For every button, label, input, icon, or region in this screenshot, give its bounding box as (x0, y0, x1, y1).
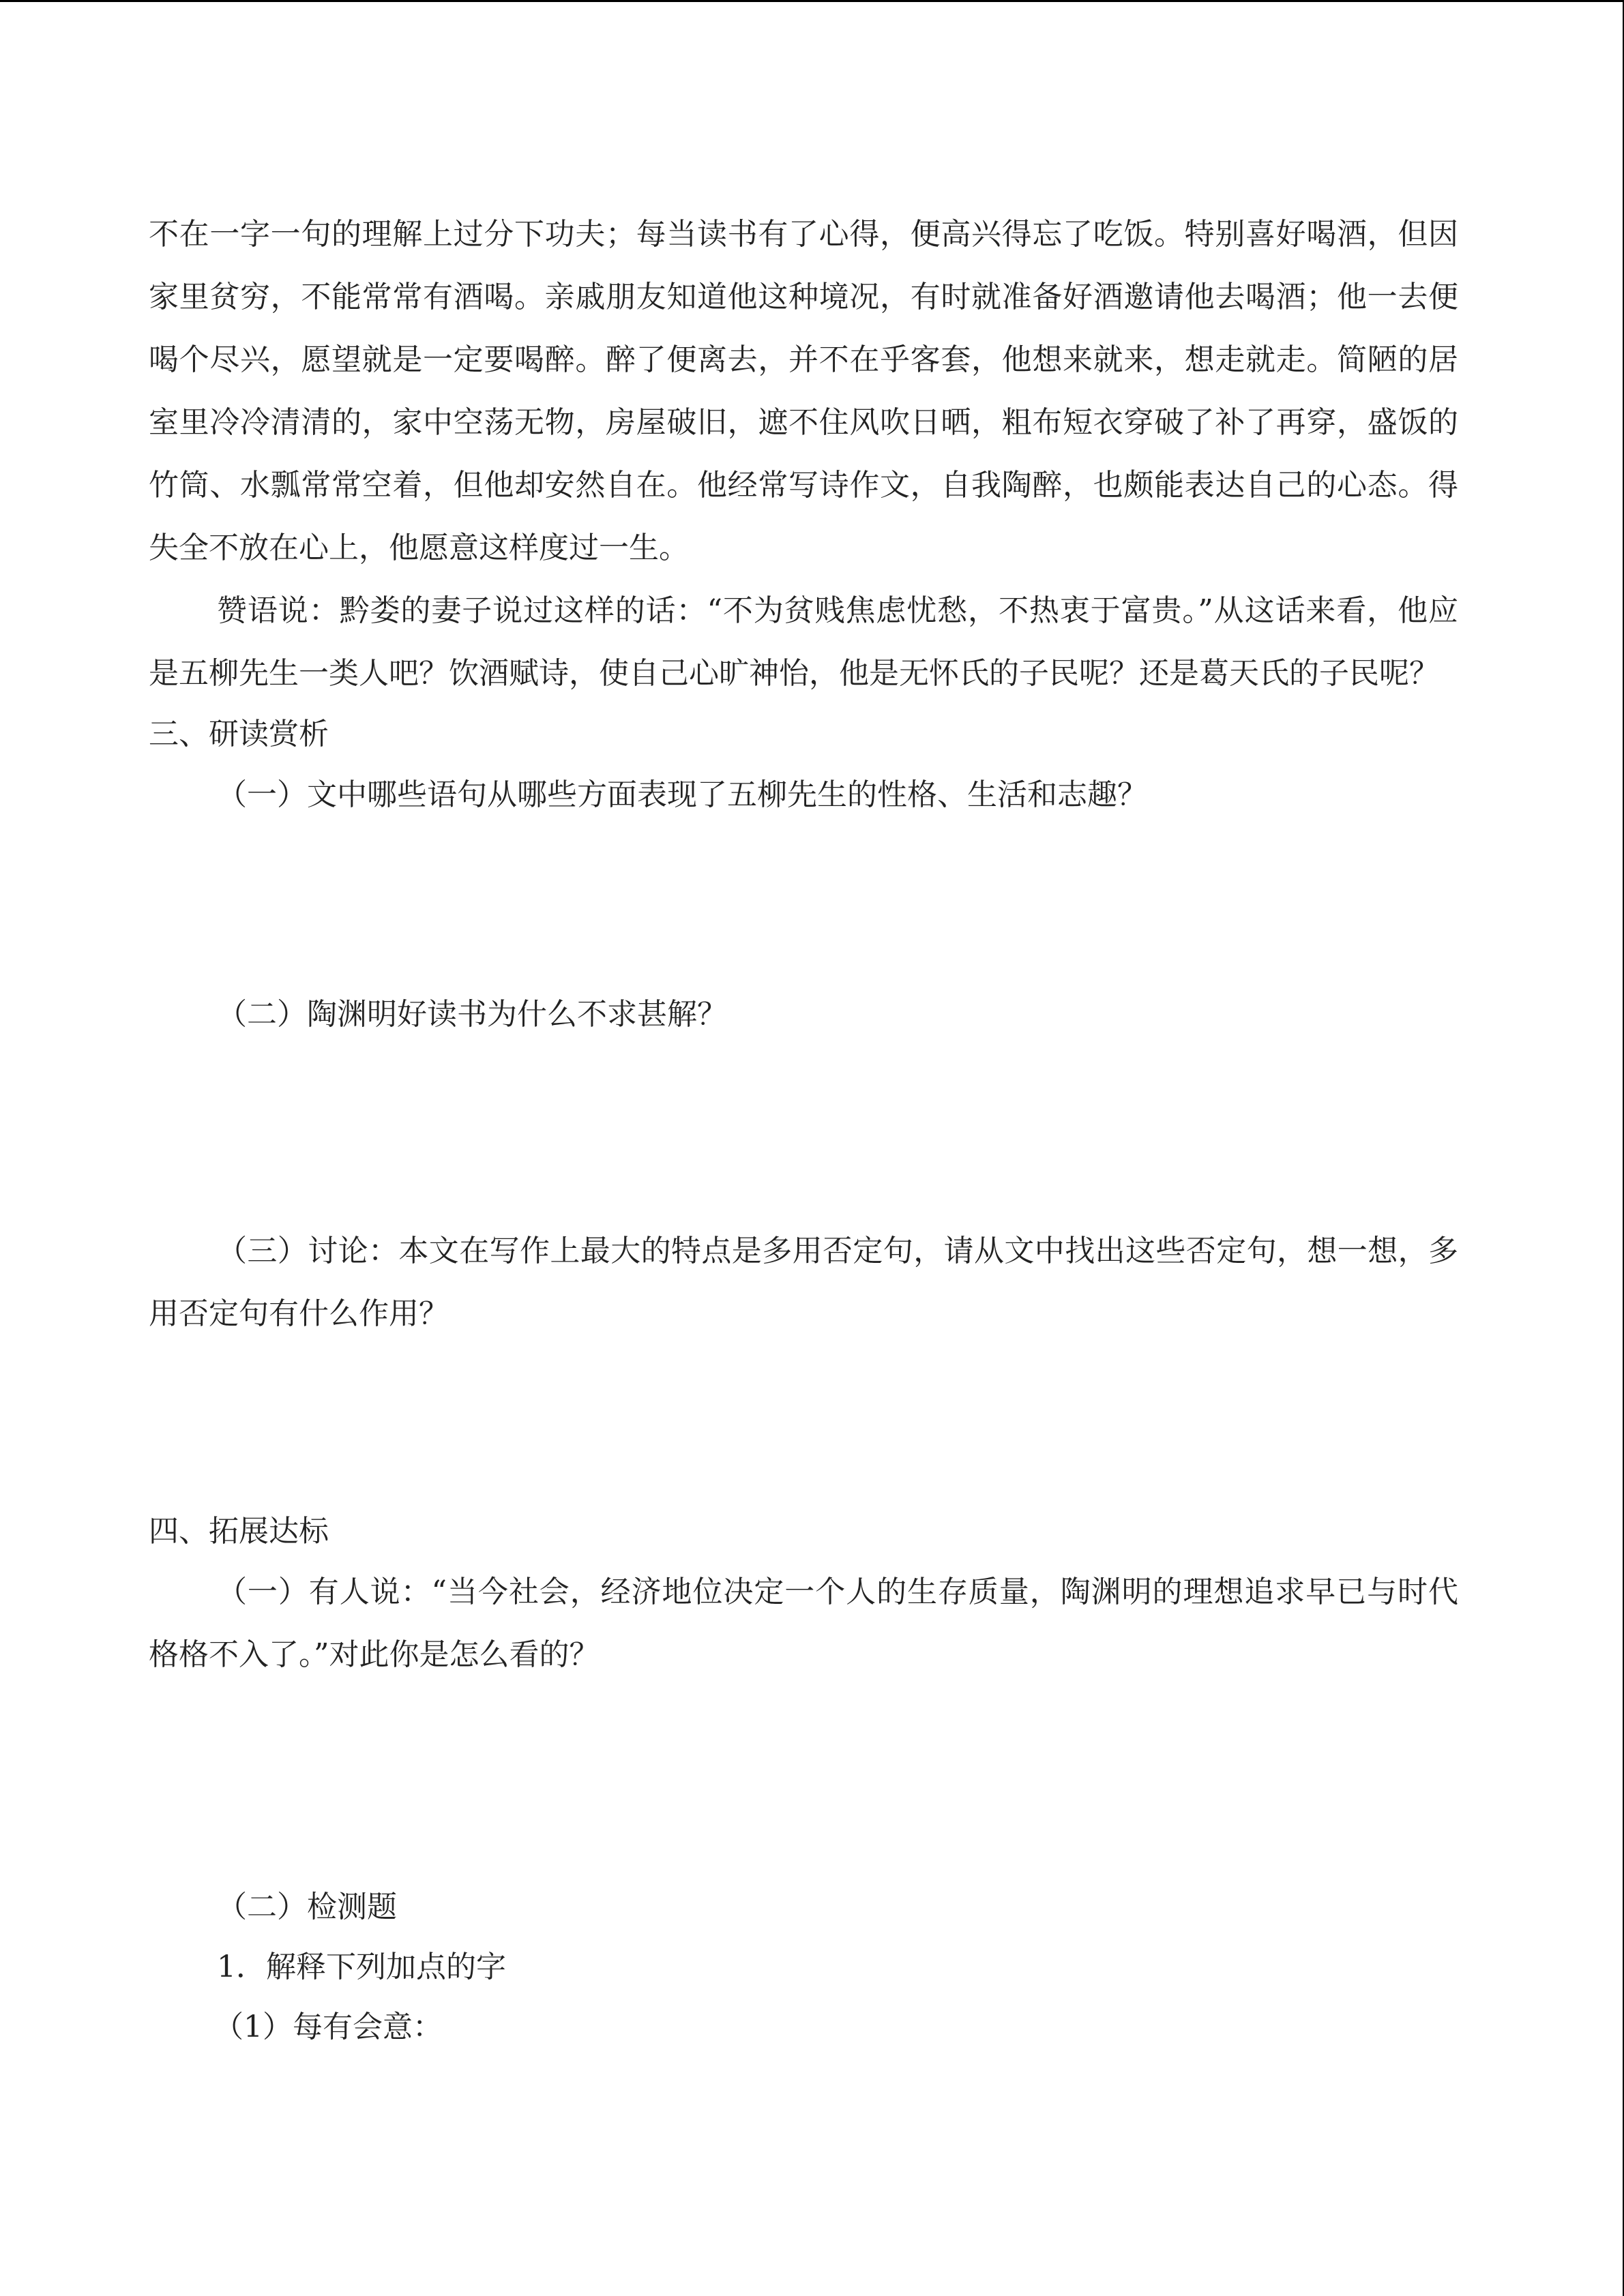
answer-space (149, 826, 1458, 983)
exercise-item-1: 1．解释下列加点的字 (217, 1950, 506, 1984)
top-border (0, 0, 1624, 2)
document-body (149, 203, 1458, 2057)
question-3-3: （三）讨论：本文在写作上最大的特点是多用否定句，请从文中找出这些否定句，想一想，多用否定句有什么作用？ (149, 1234, 1458, 1331)
answer-space (149, 1686, 1458, 1877)
section-heading-4: 四、拓展达标 (149, 1514, 329, 1549)
translation-paragraph-2: 赞语说：黔娄的妻子说过这样的话：“不为贫贱焦虑忧愁，不热衷于富贵。”从这话来看，他应是五柳先生一类人吧？饮酒赋诗，使自己心旷神怡，他是无怀氏的子民呢？还是葛天氏的子民呢？ (149, 593, 1458, 691)
answer-space (149, 1046, 1458, 1220)
answer-space (149, 1345, 1458, 1502)
question-3-1: （一）文中哪些语句从哪些方面表现了五柳先生的性格、生活和志趣？ (217, 777, 1147, 812)
question-3-2: （二）陶渊明好读书为什么不求甚解？ (217, 997, 727, 1032)
question-4-2: （二）检测题 (217, 1890, 397, 1924)
translation-paragraph-1: 不在一字一句的理解上过分下功夫；每当读书有了心得，便高兴得忘了吃饭。特别喜好喝酒，但因家里贫穷，不能常常有酒喝。亲戚朋友知道他这种境况，有时就准备好酒邀请他去喝酒；他一去便喝个尽兴，愿望就是一定要喝醉。醉了便离去，并不在乎客套，他想来就来，想走就走。简陋的居室里冷冷清清的，家中空荡无物，房屋破旧，遮不住风吹日晒，粗布短衣穿破了补了再穿，盛饭的竹筒、水瓢常常空着，但他却安然自在。他经常写诗作文，自我陶醉，也颇能表达自己的心态。得失全不放在心上，他愿意这样度过一生。 (149, 217, 1458, 565)
question-4-1: （一）有人说：“当今社会，经济地位决定一个人的生存质量，陶渊明的理想追求早已与时代格格不入了。”对此你是怎么看的？ (149, 1575, 1458, 1672)
section-heading-3: 三、研读赏析 (149, 717, 329, 751)
exercise-item-1-1: （1）每有会意： (213, 2010, 443, 2044)
